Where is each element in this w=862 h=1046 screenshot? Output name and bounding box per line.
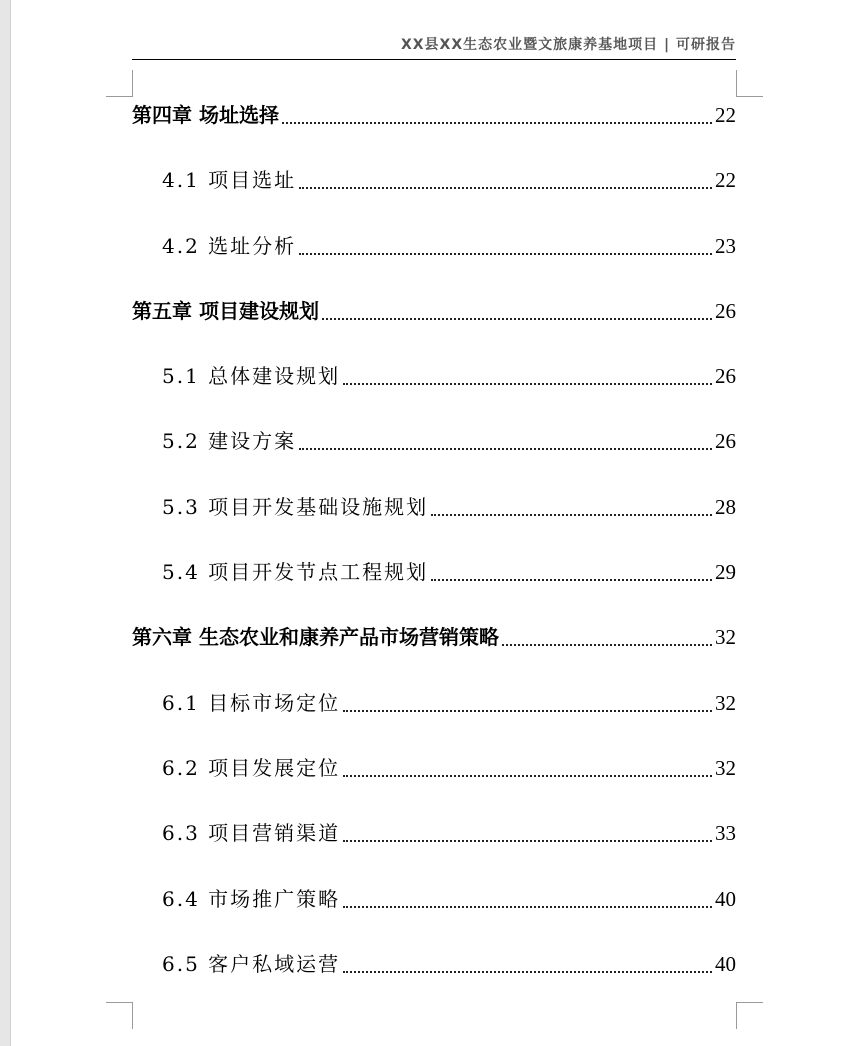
- toc-section-entry[interactable]: [132, 165, 736, 230]
- toc-dot-leader: [299, 448, 712, 450]
- crop-mark-top-right: [736, 70, 763, 97]
- window-left-edge: [0, 0, 11, 1046]
- toc-page-number: 32: [715, 625, 736, 650]
- toc-entry-title: 5.3 项目开发基础设施规划: [162, 494, 429, 519]
- toc-dot-leader: [299, 187, 712, 189]
- toc-entry-title: 5.4 项目开发节点工程规划: [162, 560, 429, 585]
- crop-mark-bottom-right: [736, 1002, 763, 1029]
- toc-section-entry[interactable]: [132, 818, 736, 883]
- toc-section-entry[interactable]: [132, 688, 736, 753]
- toc-dot-leader: [343, 383, 712, 385]
- toc-page-number: 29: [715, 560, 736, 585]
- toc-dot-leader: [343, 710, 712, 712]
- toc-section-entry[interactable]: [132, 949, 736, 1014]
- toc-entry-title: 6.5 客户私域运营: [162, 951, 341, 976]
- toc-page-number: 33: [715, 821, 736, 846]
- toc-page-number: 40: [715, 886, 736, 911]
- toc-section-entry[interactable]: [132, 557, 736, 622]
- toc-entry-title: 4.2 选址分析: [162, 233, 297, 258]
- toc-page-number: 22: [715, 103, 736, 127]
- toc-dot-leader: [299, 253, 712, 255]
- toc-dot-leader: [282, 122, 712, 124]
- page-header: XX县XX生态农业暨文旅康养基地项目 | 可研报告: [400, 37, 736, 53]
- toc-page-number: 23: [715, 233, 736, 258]
- toc-chapter-entry[interactable]: [132, 622, 736, 687]
- toc-page-number: 32: [715, 690, 736, 715]
- crop-mark-bottom-left: [106, 1002, 133, 1029]
- toc-entry-title: 第四章 场址选择: [132, 103, 279, 127]
- toc-entry-title: 4.1 项目选址: [162, 168, 297, 193]
- table-of-contents: [132, 100, 736, 1014]
- toc-dot-leader: [343, 840, 712, 842]
- toc-section-entry[interactable]: [132, 492, 736, 557]
- toc-section-entry[interactable]: [132, 426, 736, 491]
- toc-entry-title: 第五章 项目建设规划: [132, 298, 319, 323]
- toc-section-entry[interactable]: [132, 753, 736, 818]
- toc-chapter-entry[interactable]: [132, 296, 736, 361]
- toc-entry-title: 5.2 建设方案: [162, 429, 297, 454]
- toc-dot-leader: [502, 644, 712, 646]
- toc-dot-leader: [343, 971, 712, 973]
- toc-page-number: 28: [715, 494, 736, 519]
- toc-dot-leader: [343, 775, 712, 777]
- header-rule: [132, 59, 736, 60]
- toc-page-number: 32: [715, 755, 736, 780]
- toc-chapter-entry[interactable]: [132, 100, 736, 165]
- toc-entry-title: 6.2 项目发展定位: [162, 755, 341, 780]
- toc-page-number: 22: [715, 168, 736, 193]
- toc-dot-leader: [322, 318, 712, 320]
- toc-section-entry[interactable]: [132, 884, 736, 949]
- toc-entry-title: 6.1 目标市场定位: [162, 690, 341, 715]
- toc-page-number: 26: [715, 298, 736, 323]
- toc-dot-leader: [431, 514, 712, 516]
- toc-entry-title: 6.3 项目营销渠道: [162, 821, 341, 846]
- toc-entry-title: 5.1 总体建设规划: [162, 364, 341, 389]
- crop-mark-top-left: [106, 70, 133, 97]
- toc-dot-leader: [431, 579, 712, 581]
- toc-page-number: 26: [715, 364, 736, 389]
- toc-page-number: 40: [715, 951, 736, 976]
- toc-section-entry[interactable]: [132, 231, 736, 296]
- toc-dot-leader: [343, 906, 712, 908]
- toc-section-entry[interactable]: [132, 361, 736, 426]
- toc-entry-title: 6.4 市场推广策略: [162, 886, 341, 911]
- toc-entry-title: 第六章 生态农业和康养产品市场营销策略: [132, 625, 499, 650]
- toc-page-number: 26: [715, 429, 736, 454]
